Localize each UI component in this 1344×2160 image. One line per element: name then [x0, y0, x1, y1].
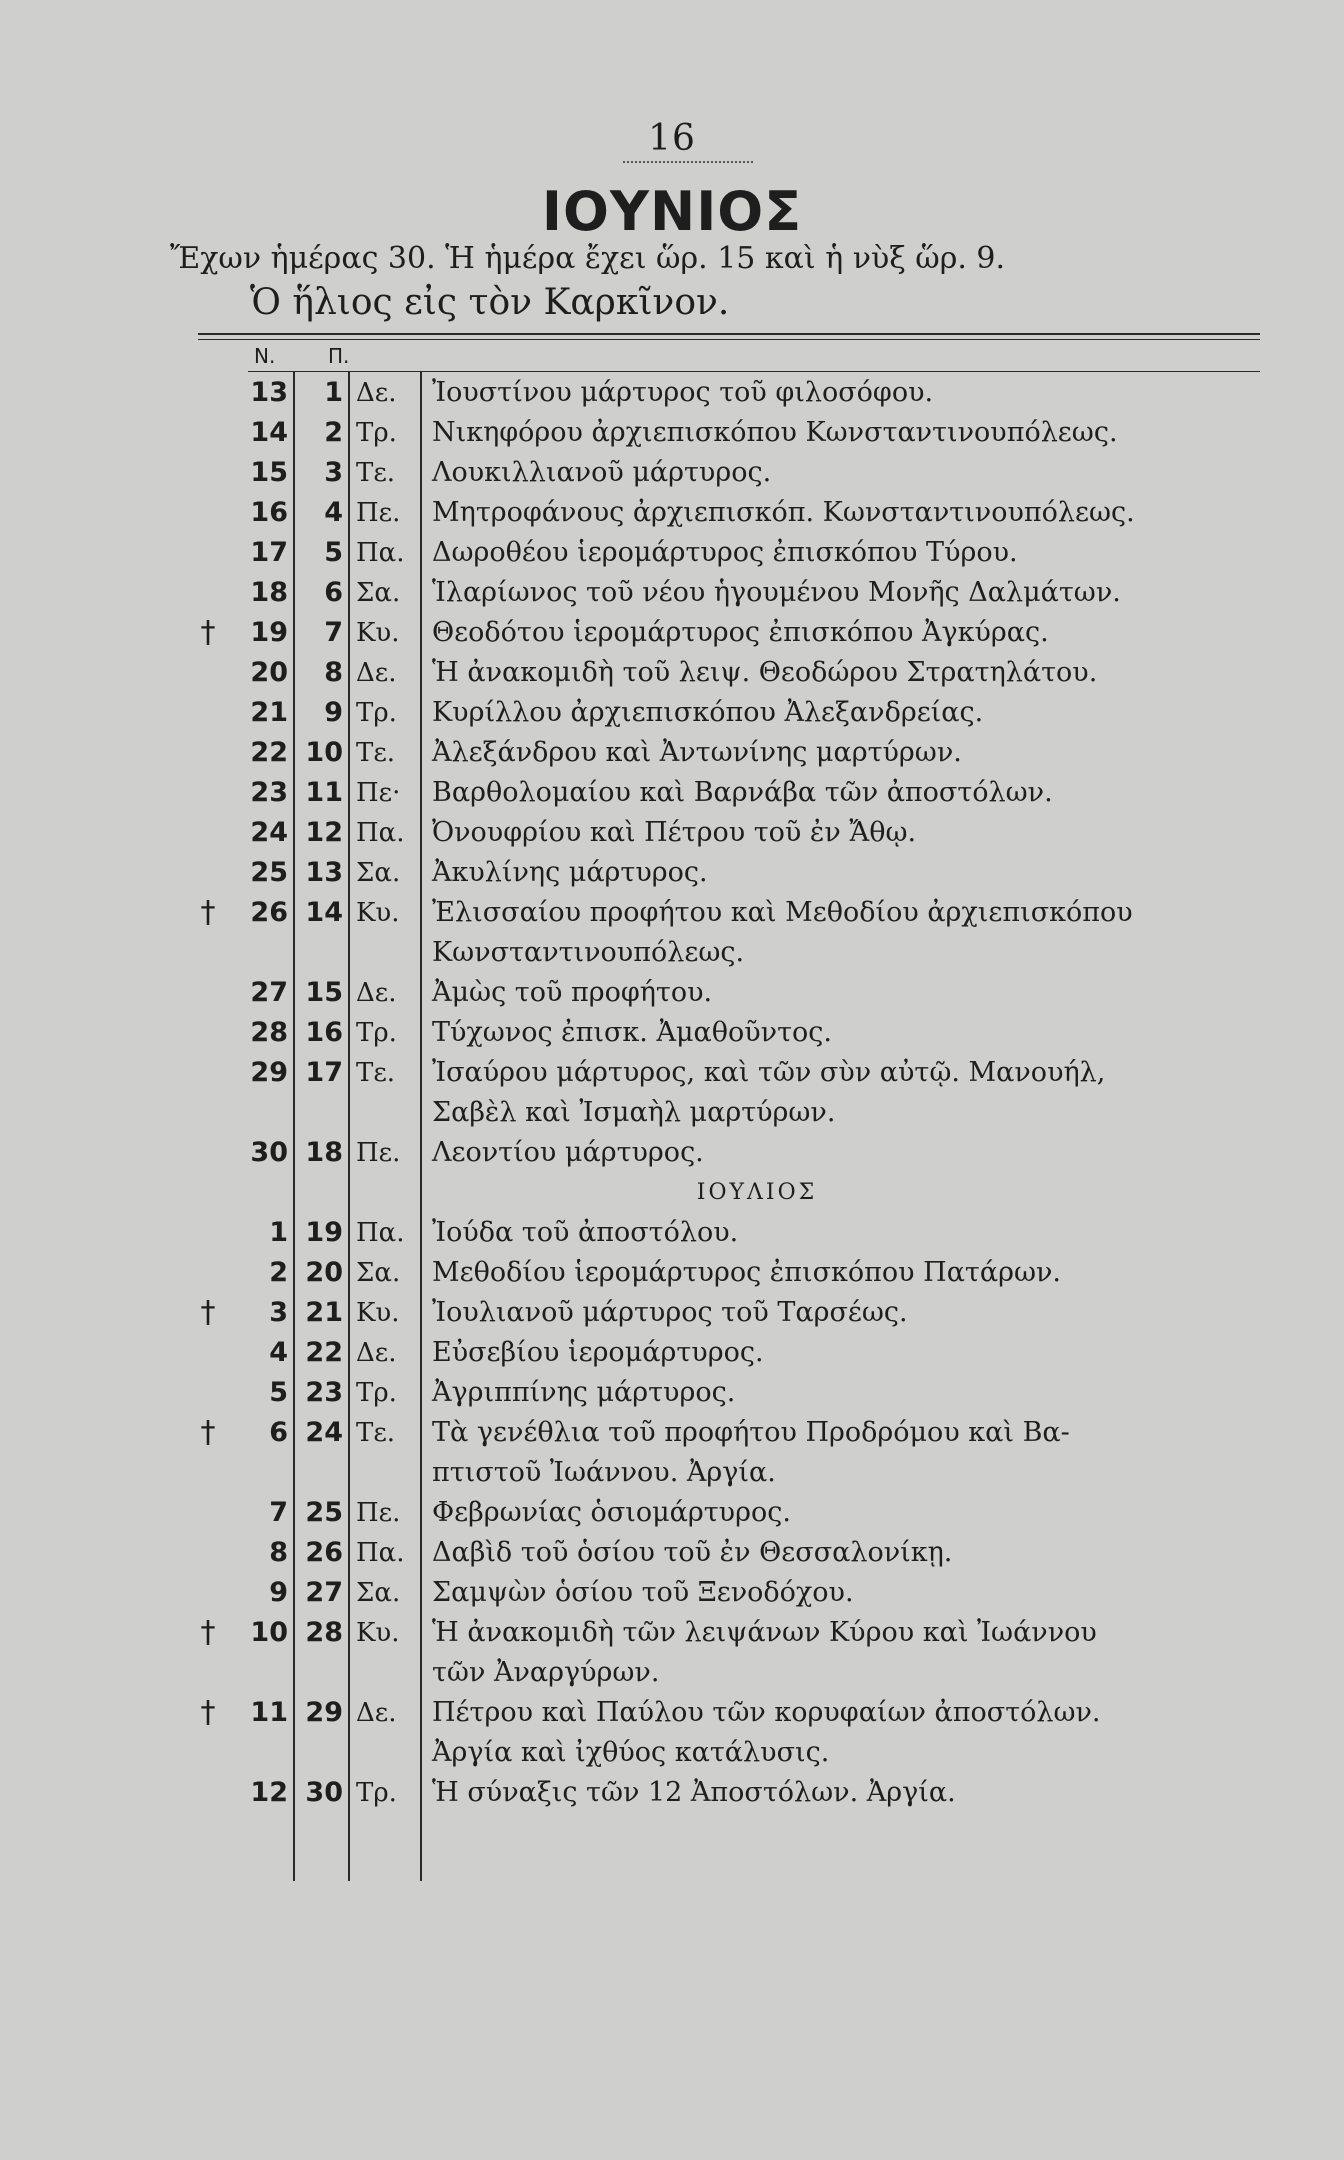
new-style-day: 24: [250, 817, 288, 848]
weekday: Τε.: [356, 738, 396, 768]
feast-text: [432, 573, 1262, 613]
weekday: Κυ.: [356, 898, 400, 928]
table-row: [0, 1613, 1344, 1693]
feast-line: Ἀλεξάνδρου καὶ Ἀντωνίνης μαρτύρων.: [432, 737, 962, 768]
month-info-line: Ἔχων ἡμέρας 30. Ἡ ἡμέρα ἔχει ὥρ. 15 καὶ ἡ νὺξ ὥρ. 9.: [170, 241, 1006, 276]
table-row: [0, 1493, 1344, 1533]
old-style-day: 30: [305, 1777, 343, 1808]
june-rows: [0, 373, 1344, 1173]
feast-line: τῶν Ἀναργύρων.: [432, 1657, 660, 1688]
feast-text: [432, 733, 1262, 773]
table-row: [0, 813, 1344, 853]
weekday: Πα.: [356, 538, 405, 568]
table-row: [0, 1693, 1344, 1773]
old-style-day: 26: [305, 1537, 343, 1568]
feast-text: [432, 1213, 1262, 1253]
weekday: Τρ.: [356, 418, 397, 448]
new-style-day: 21: [250, 697, 288, 728]
feast-text: [432, 1373, 1262, 1413]
new-style-day: 1: [269, 1217, 288, 1248]
feast-text: [432, 1773, 1262, 1813]
new-style-day: 22: [250, 737, 288, 768]
feast-line: Τύχωνος ἐπισκ. Ἀμαθοῦντος.: [432, 1017, 832, 1048]
new-style-day: 16: [250, 497, 288, 528]
weekday: Πα.: [356, 1538, 405, 1568]
feast-text: [432, 853, 1262, 893]
feast-line: Ἰουστίνου μάρτυρος τοῦ φιλοσόφου.: [432, 377, 934, 408]
old-style-day: 10: [305, 737, 343, 768]
old-style-day: 19: [305, 1217, 343, 1248]
old-style-day: 17: [305, 1057, 343, 1088]
table-row: [0, 1213, 1344, 1253]
feast-line: Ἀμὼς τοῦ προφήτου.: [432, 977, 713, 1008]
sun-sign-line: Ὁ ἥλιος εἰς τὸν Καρκῖνον.: [250, 282, 730, 323]
cross-icon: †: [200, 895, 216, 930]
new-style-day: 3: [269, 1297, 288, 1328]
cross-icon: †: [200, 1615, 216, 1650]
new-style-day: 13: [250, 377, 288, 408]
feast-line: Ἱλαρίωνος τοῦ νέου ἡγουμένου Μονῆς Δαλμάτων.: [432, 577, 1121, 608]
feast-line: Μεθοδίου ἱερομάρτυρος ἐπισκόπου Πατάρων.: [432, 1257, 1061, 1288]
feast-text: [432, 533, 1262, 573]
weekday: Τε.: [356, 1058, 396, 1088]
weekday: Κυ.: [356, 1618, 400, 1648]
feast-text: [432, 493, 1262, 533]
feast-text: [432, 413, 1262, 453]
old-style-day: 16: [305, 1017, 343, 1048]
new-style-day: 4: [269, 1337, 288, 1368]
feast-line: Ἰσαύρου μάρτυρος, καὶ τῶν σὺν αὐτῷ. Μανουήλ,: [432, 1057, 1106, 1088]
table-row: [0, 893, 1344, 973]
feast-line: Ἐλισσαίου προφήτου καὶ Μεθοδίου ἀρχιεπισκόπου: [432, 897, 1133, 928]
old-style-day: 13: [305, 857, 343, 888]
old-style-day: 9: [324, 697, 343, 728]
weekday: Δε.: [356, 658, 397, 688]
feast-line: Τὰ γενέθλια τοῦ προφήτου Προδρόμου καὶ Βα-: [432, 1417, 1070, 1448]
new-style-day: 6: [269, 1417, 288, 1448]
table-row: [0, 733, 1344, 773]
weekday: Πα.: [356, 818, 405, 848]
table-row: [0, 453, 1344, 493]
feast-text: [432, 373, 1262, 413]
feast-line: Μητροφάνους ἀρχιεπισκόπ. Κωνσταντινουπόλεως.: [432, 497, 1135, 528]
new-style-day: 28: [250, 1017, 288, 1048]
page-number-rule: [623, 161, 753, 163]
feast-text: [432, 1493, 1262, 1533]
feast-text: [432, 1333, 1262, 1373]
column-header-old-style: Π.: [328, 344, 350, 368]
old-style-day: 8: [324, 657, 343, 688]
feast-line: Θεοδότου ἱερομάρτυρος ἐπισκόπου Ἀγκύρας.: [432, 617, 1049, 648]
old-style-day: 20: [305, 1257, 343, 1288]
new-style-day: 12: [250, 1777, 288, 1808]
table-row: [0, 1333, 1344, 1373]
column-header-new-style: Ν.: [254, 344, 276, 368]
table-row: [0, 1053, 1344, 1133]
feast-text: [432, 453, 1262, 493]
feast-text: [432, 1293, 1262, 1333]
weekday: Τρ.: [356, 1018, 397, 1048]
table-row: [0, 1373, 1344, 1413]
feast-line: Εὐσεβίου ἱερομάρτυρος.: [432, 1337, 764, 1368]
new-style-day: 27: [250, 977, 288, 1008]
table-row: [0, 413, 1344, 453]
table-top-rule: [198, 333, 1260, 335]
feast-line: Φεβρωνίας ὁσιομάρτυρος.: [432, 1497, 791, 1528]
old-style-day: 25: [305, 1497, 343, 1528]
weekday: Κυ.: [356, 618, 400, 648]
feast-text: [432, 813, 1262, 853]
old-style-day: 21: [305, 1297, 343, 1328]
weekday: Πε.: [356, 1138, 401, 1168]
feast-text: [432, 1533, 1262, 1573]
new-style-day: 25: [250, 857, 288, 888]
weekday: Τρ.: [356, 698, 397, 728]
feast-line: Κωνσταντινουπόλεως.: [432, 937, 745, 968]
weekday: Σα.: [356, 1578, 401, 1608]
feast-line: Ἰουλιανοῦ μάρτυρος τοῦ Ταρσέως.: [432, 1297, 908, 1328]
weekday: Σα.: [356, 578, 401, 608]
cross-icon: †: [200, 1695, 216, 1730]
july-heading: ΙΟΥΛΙΟΣ: [696, 1180, 818, 1205]
feast-line: Πέτρου καὶ Παύλου τῶν κορυφαίων ἀποστόλων.: [432, 1697, 1101, 1728]
new-style-day: 26: [250, 897, 288, 928]
old-style-day: 7: [324, 617, 343, 648]
feast-text: [432, 1413, 1262, 1493]
table-row: [0, 653, 1344, 693]
feast-line: Βαρθολομαίου καὶ Βαρνάβα τῶν ἀποστόλων.: [432, 777, 1053, 808]
cross-icon: †: [200, 615, 216, 650]
feast-text: [432, 1133, 1262, 1173]
weekday: Δε.: [356, 378, 397, 408]
feast-text: [432, 1613, 1262, 1693]
new-style-day: 8: [269, 1537, 288, 1568]
table-row: [0, 853, 1344, 893]
feast-line: Ἡ ἀνακομιδὴ τοῦ λειψ. Θεοδώρου Στρατηλάτου.: [432, 657, 1098, 688]
july-heading-row: [0, 1173, 1344, 1213]
feast-line: Σαμψὼν ὁσίου τοῦ Ξενοδόχου.: [432, 1577, 854, 1608]
old-style-day: 4: [324, 497, 343, 528]
july-rows: [0, 1213, 1344, 1813]
feast-line: Κυρίλλου ἀρχιεπισκόπου Ἀλεξανδρείας.: [432, 697, 984, 728]
weekday: Τε.: [356, 458, 396, 488]
old-style-day: 24: [305, 1417, 343, 1448]
feast-text: [432, 1693, 1262, 1773]
weekday: Τρ.: [356, 1778, 397, 1808]
new-style-day: 17: [250, 537, 288, 568]
table-row: [0, 533, 1344, 573]
new-style-day: 9: [269, 1577, 288, 1608]
feast-text: [432, 653, 1262, 693]
weekday: Πε·: [356, 778, 401, 808]
feast-text: [432, 613, 1262, 653]
new-style-day: 29: [250, 1057, 288, 1088]
feast-line: Ἡ ἀνακομιδὴ τῶν λειψάνων Κύρου καὶ Ἰωάννου: [432, 1617, 1097, 1648]
table-row: [0, 1413, 1344, 1493]
feast-line: Ἰούδα τοῦ ἀποστόλου.: [432, 1217, 739, 1248]
old-style-day: 14: [305, 897, 343, 928]
old-style-day: 5: [324, 537, 343, 568]
old-style-day: 3: [324, 457, 343, 488]
old-style-day: 15: [305, 977, 343, 1008]
old-style-day: 18: [305, 1137, 343, 1168]
feast-text: [432, 1253, 1262, 1293]
new-style-day: 23: [250, 777, 288, 808]
feast-line: Ἀγριππίνης μάρτυρος.: [432, 1377, 736, 1408]
table-row: [0, 693, 1344, 733]
feast-line: Λεοντίου μάρτυρος.: [432, 1137, 704, 1168]
weekday: Τρ.: [356, 1378, 397, 1408]
table-top-rule-thin: [198, 339, 1260, 340]
feast-line: πτιστοῦ Ἰωάννου. Ἀργία.: [432, 1457, 776, 1488]
table-row: [0, 373, 1344, 413]
old-style-day: 28: [305, 1617, 343, 1648]
weekday: Δε.: [356, 1338, 397, 1368]
weekday: Πε.: [356, 498, 401, 528]
weekday: Δε.: [356, 978, 397, 1008]
feast-line: Ἀκυλίνης μάρτυρος.: [432, 857, 708, 888]
month-title: ΙΟΥΝΙΟΣ: [541, 180, 803, 243]
cross-icon: †: [200, 1295, 216, 1330]
feast-text: [432, 973, 1262, 1013]
table-row: [0, 1133, 1344, 1173]
table-row: [0, 1533, 1344, 1573]
cross-icon: †: [200, 1415, 216, 1450]
new-style-day: 20: [250, 657, 288, 688]
feast-line: Λουκιλλιανοῦ μάρτυρος.: [432, 457, 772, 488]
new-style-day: 5: [269, 1377, 288, 1408]
table-row: [0, 573, 1344, 613]
new-style-day: 30: [250, 1137, 288, 1168]
new-style-day: 11: [250, 1697, 288, 1728]
weekday: Πε.: [356, 1498, 401, 1528]
new-style-day: 10: [250, 1617, 288, 1648]
new-style-day: 2: [269, 1257, 288, 1288]
weekday: Κυ.: [356, 1298, 400, 1328]
weekday: Τε.: [356, 1418, 396, 1448]
old-style-day: 12: [305, 817, 343, 848]
feast-line: Δωροθέου ἱερομάρτυρος ἐπισκόπου Τύρου.: [432, 537, 1018, 568]
feast-line: Ἡ σύναξις τῶν 12 Ἀποστόλων. Ἀργία.: [432, 1777, 956, 1808]
feast-text: [432, 1013, 1262, 1053]
table-row: [0, 973, 1344, 1013]
weekday: Πα.: [356, 1218, 405, 1248]
new-style-day: 18: [250, 577, 288, 608]
feast-line: Σαβὲλ καὶ Ἰσμαὴλ μαρτύρων.: [432, 1097, 836, 1128]
new-style-day: 7: [269, 1497, 288, 1528]
old-style-day: 22: [305, 1337, 343, 1368]
old-style-day: 2: [324, 417, 343, 448]
feast-text: [432, 1573, 1262, 1613]
weekday: Σα.: [356, 1258, 401, 1288]
old-style-day: 27: [305, 1577, 343, 1608]
table-row: [0, 613, 1344, 653]
calendar-table: [0, 373, 1344, 1813]
weekday: Δε.: [356, 1698, 397, 1728]
header-rule: [248, 371, 1260, 372]
table-row: [0, 1253, 1344, 1293]
weekday: Σα.: [356, 858, 401, 888]
feast-line: Ἀργία καὶ ἰχθύος κατάλυσις.: [432, 1737, 830, 1768]
table-row: [0, 773, 1344, 813]
table-row: [0, 493, 1344, 533]
feast-line: Ὀνουφρίου καὶ Πέτρου τοῦ ἐν Ἄθῳ.: [432, 817, 917, 848]
old-style-day: 29: [305, 1697, 343, 1728]
old-style-day: 6: [324, 577, 343, 608]
new-style-day: 14: [250, 417, 288, 448]
table-row: [0, 1013, 1344, 1053]
old-style-day: 23: [305, 1377, 343, 1408]
feast-line: Νικηφόρου ἀρχιεπισκόπου Κωνσταντινουπόλεως.: [432, 417, 1118, 448]
feast-text: [432, 773, 1262, 813]
table-row: [0, 1573, 1344, 1613]
new-style-day: 15: [250, 457, 288, 488]
feast-text: [432, 893, 1262, 973]
feast-text: [432, 693, 1262, 733]
table-row: [0, 1293, 1344, 1333]
new-style-day: 19: [250, 617, 288, 648]
table-row: [0, 1773, 1344, 1813]
old-style-day: 11: [305, 777, 343, 808]
feast-text: [432, 1053, 1262, 1133]
old-style-day: 1: [324, 377, 343, 408]
page-number: 16: [648, 118, 696, 159]
feast-line: Δαβὶδ τοῦ ὁσίου τοῦ ἐν Θεσσαλονίκῃ.: [432, 1537, 953, 1568]
